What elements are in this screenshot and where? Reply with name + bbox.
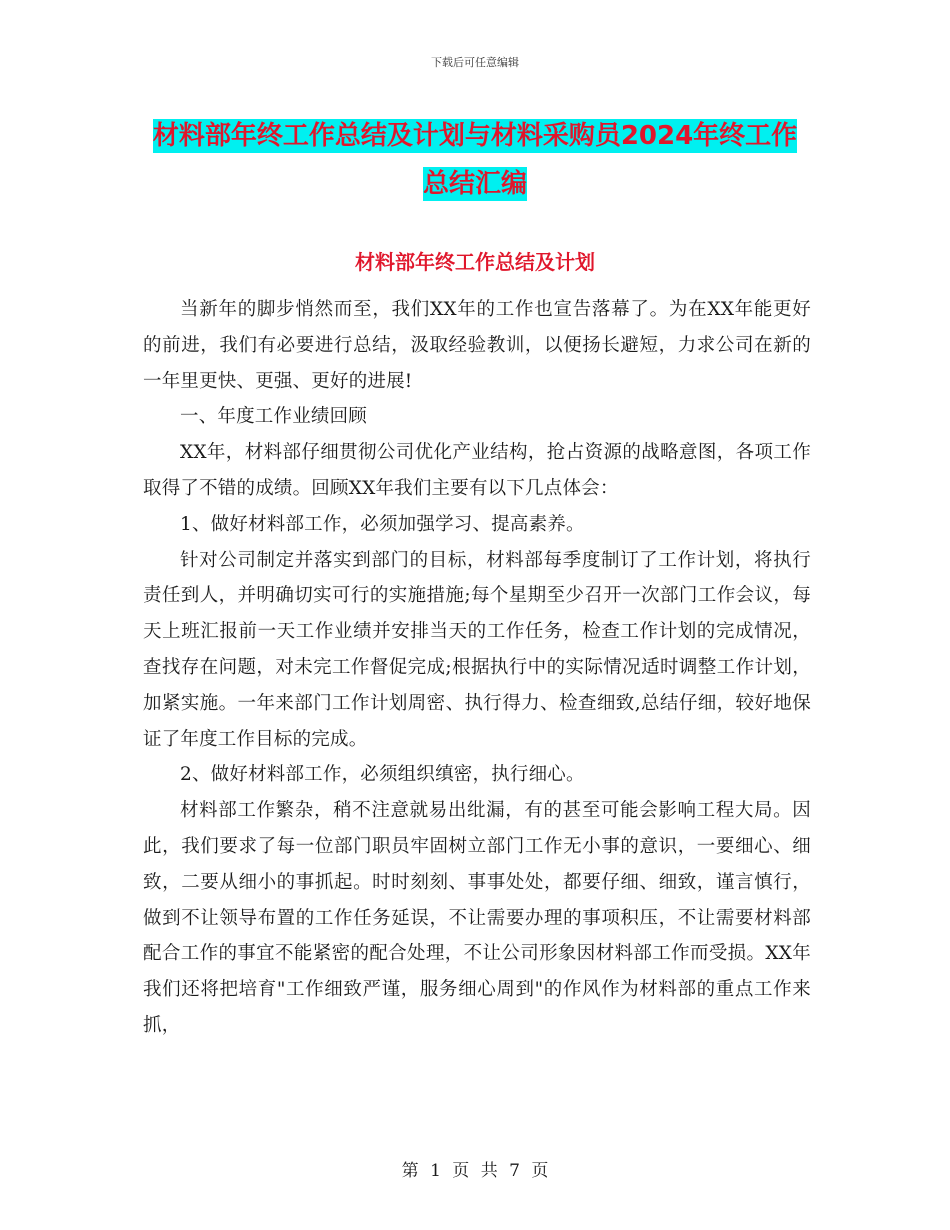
paragraph: 2、做好材料部工作，必须组织缜密，执行细心。 [180, 764, 585, 786]
paragraph: 针对公司制定并落实到部门的目标，材料部每季度制订了工作计划，将执行责任到人，并明确切实可行的实施措施;每个星期至少召开一次部门工作会议，每天上班汇报前一天工作业绩并安排当天的工作任务，检查工作计划的完成情况，查找存在问题，对未完工作督促完成;根据执行中的实际情况适时调整工作计划，加紧实施。一年来部门工作计划周密、执行得力、检查细致,总结仔细，较好地保证了年度工作目标的完成。 [143, 549, 811, 750]
page-number-footer: 第 1 页 共 7 页 [401, 1161, 549, 1181]
document-body [143, 292, 811, 1044]
paragraph: 1、做好材料部工作，必须加强学习、提高素养。 [180, 513, 585, 535]
document-title-text: 材料部年终工作总结及计划与材料采购员2024年终工作总结汇编 [152, 121, 798, 199]
header-note: 下载后可任意编辑 [431, 56, 519, 69]
paragraph: 一、年度工作业绩回顾 [180, 406, 368, 428]
section-title: 材料部年终工作总结及计划 [355, 250, 595, 274]
document-title [140, 112, 810, 208]
paragraph: 当新年的脚步悄然而至，我们XX年的工作也宣告落幕了。为在XX年能更好的前进，我们有必要进行总结，汲取经验教训，以便扬长避短，力求公司在新的一年里更快、更强、更好的进展! [143, 299, 811, 392]
paragraph: XX年，材料部仔细贯彻公司优化产业结构，抢占资源的战略意图，各项工作取得了不错的成绩。回顾XX年我们主要有以下几点体会： [143, 442, 811, 499]
paragraph: 材料部工作繁杂，稍不注意就易出纰漏，有的甚至可能会影响工程大局。因此，我们要求了每一位部门职员牢固树立部门工作无小事的意识，一要细心、细致，二要从细小的事抓起。时时刻刻、事事处处，都要仔细、细致，谨言慎行，做到不让领导布置的工作任务延误，不让需要办理的事项积压，不让需要材料部配合工作的事宜不能紧密的配合处理，不让公司形象因材料部工作而受损。XX年我们还将把培育"工作细致严谨，服务细心周到"的作风作为材料部的重点工作来抓， [143, 800, 811, 1036]
